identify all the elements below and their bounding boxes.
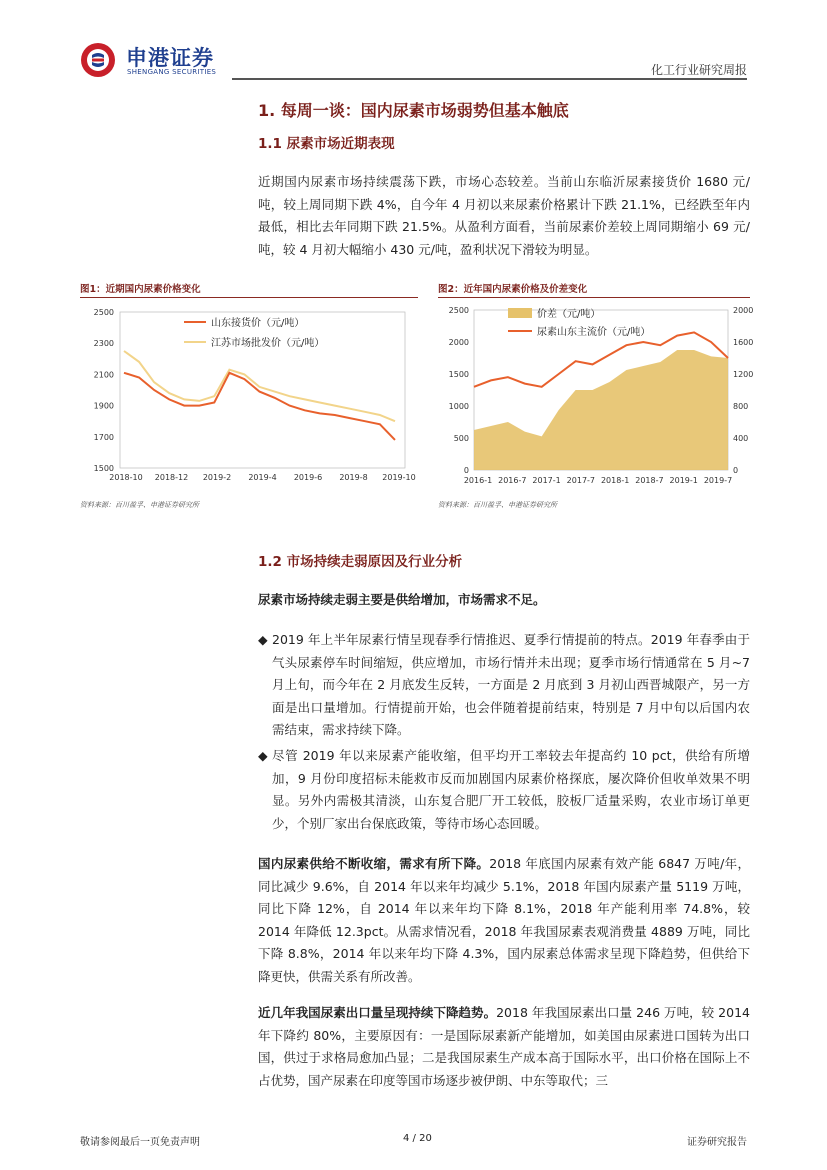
subsection-title-1: 1.1 尿素市场近期表现 xyxy=(258,136,395,152)
fig1-x-tick-label: 2019-4 xyxy=(248,473,277,482)
fig1-series-jiangsu-line xyxy=(124,351,395,421)
fig2-y-left-tick-label: 2000 xyxy=(448,338,469,347)
fig1-y-tick-label: 2100 xyxy=(93,370,114,380)
fig1-x-tick-label: 2019-8 xyxy=(339,473,368,482)
company-logo-name: 申港证券 xyxy=(126,46,214,70)
fig1-x-tick-label: 2019-2 xyxy=(202,473,232,482)
fig1-y-tick-label: 1500 xyxy=(93,464,114,473)
fig1-y-tick-label: 1900 xyxy=(93,401,114,411)
subsection-title-2: 1.2 市场持续走弱原因及行业分析 xyxy=(258,554,463,570)
fig2-y-left-tick-label: 2500 xyxy=(448,306,469,315)
bullet-item-1 xyxy=(258,629,750,742)
fig1-y-tick-label: 2500 xyxy=(93,308,114,317)
fig2-series-spread-area xyxy=(474,350,728,470)
disclaimer-note: 敬请参阅最后一页免责声明 xyxy=(80,1137,200,1148)
fig2-y-right-tick-label: 0 xyxy=(733,466,739,475)
bullet-item-2 xyxy=(258,745,750,835)
bullet-text-1: 2019 年上半年尿素行情呈现春季行情推迟、夏季行情提前的特点。2019 年春季由于气头尿素停车时间缩短，供应增加，市场行情并未出现；夏季市场行情通常在 5 月~7 月上旬，而今年在 2 月底发生反转，一方面是 2 月底到 3 月初山西晋城限产，另一方面是出口量增加。行情提前开始，也会伴随着提前结束，特别是 7 月中旬以后国内农需结束，需求持续下降。 xyxy=(272,632,750,737)
fig2-y-left-tick-label: 1500 xyxy=(448,370,469,379)
fig1-x-tick-label: 2018-10 xyxy=(109,473,143,482)
figure1-source: 资料来源：百川盈孚、申港证券研究所 xyxy=(80,501,199,509)
export-lead: 近几年我国尿素出口量呈现持续下降趋势。 xyxy=(258,1005,497,1020)
fig1-y-tick-label: 1700 xyxy=(93,432,114,442)
supply-demand-lead: 国内尿素供给不断收缩，需求有所下降。 xyxy=(258,856,490,871)
figure1-rule xyxy=(80,297,418,298)
fig2-y-left-tick-label: 0 xyxy=(463,466,469,475)
fig2-y-right-tick-label: 1600 xyxy=(733,338,754,347)
fig2-x-tick-label: 2016-7 xyxy=(498,476,527,485)
fig2-y-right-tick-label: 800 xyxy=(733,402,749,411)
fig2-y-left-tick-label: 1000 xyxy=(448,402,469,411)
figure1-title: 图1：近期国内尿素价格变化 xyxy=(80,284,201,295)
market-performance-paragraph: 近期国内尿素市场持续震荡下跌，市场心态较差。当前山东临沂尿素接货价 1680 元/吨，较上周同期下跌 4%，自今年 4 月初以来尿素价格累计下跌 21.1%，已经跌至年内最低，相比去年同期下跌 21.5%。从盈利方面看，当前尿素价差较上周同期缩小 69 元/吨，较 4 月初大幅缩小 430 元/吨，盈利状况下滑较为明显。 xyxy=(258,174,750,257)
figure2-chart xyxy=(438,300,754,492)
section-title: 1. 每周一谈：国内尿素市场弱势但基本触底 xyxy=(258,101,569,120)
fig1-x-tick-label: 2018-12 xyxy=(154,473,189,482)
fig2-x-tick-label: 2018-1 xyxy=(600,476,630,485)
header-divider xyxy=(232,78,747,80)
fig2-y-right-tick-label: 1200 xyxy=(733,370,754,379)
company-logo-english: SHENGANG SECURITIES xyxy=(127,68,217,76)
fig1-legend-label-2: 江苏市场批发价（元/吨） xyxy=(211,338,325,349)
fig2-x-tick-label: 2017-7 xyxy=(566,476,596,485)
fig1-legend-label-1: 山东接货价（元/吨） xyxy=(211,318,305,329)
fig2-x-tick-label: 2016-1 xyxy=(463,476,493,485)
fig2-legend-label-2: 尿素山东主流价（元/吨） xyxy=(537,327,651,338)
supply-demand-body: 2018 年底国内尿素有效产能 6847 万吨/年，同比减少 9.6%，自 2014 年以来年均减少 5.1%，2018 年国内尿素产量 5119 万吨，同比下降 12%，自 2014 年以来年均下降 8.1%，2018 年产能利用率 74.8%，较 2014 年降低 12.3pct。从需求情况看，2018 年我国尿素表观消费量 4889 万吨，同比下降 8.8%，2014 年以来年均下降 4.3%，国内尿素总体需求呈现下降趋势，但供给下降更快，供需关系有所改善。 xyxy=(258,856,750,984)
fig2-x-tick-label: 2019-7 xyxy=(703,476,733,485)
export-body: 2018 年我国尿素出口量 246 万吨，较 2014 年下降约 80%，主要原因有：一是国际尿素新产能增加，如美国由尿素进口国转为出口国，供过于求格局愈加凸显；二是我国尿素生产成本高于国际水平，出口价格在国际上不占优势，国产尿素在印度等国市场逐步被伊朗、中东等取代；三 xyxy=(258,1005,750,1088)
bullet-diamond-icon: ◆ xyxy=(258,748,268,763)
supply-demand-paragraph xyxy=(258,853,750,988)
company-logo-icon xyxy=(80,42,116,78)
figure2-rule xyxy=(438,297,750,298)
page-number: 4 / 20 xyxy=(403,1133,432,1144)
fig2-y-right-tick-label: 400 xyxy=(733,434,749,443)
fig2-x-tick-label: 2019-1 xyxy=(669,476,698,485)
report-category: 证券研究报告 xyxy=(687,1137,747,1148)
fig2-x-tick-label: 2018-7 xyxy=(635,476,664,485)
lead-statement: 尿素市场持续走弱主要是供给增加，市场需求不足。 xyxy=(258,592,546,607)
export-paragraph xyxy=(258,1002,750,1092)
figure1-chart xyxy=(80,300,420,492)
report-type: 化工行业研究周报 xyxy=(650,63,747,77)
figure2-source: 资料来源：百川盈孚、申港证券研究所 xyxy=(438,501,557,509)
fig2-x-tick-label: 2017-1 xyxy=(532,476,561,485)
fig2-legend-marker-1 xyxy=(508,308,532,318)
fig1-series-shandong-line xyxy=(124,373,395,440)
fig1-x-tick-label: 2019-10 xyxy=(382,473,416,482)
fig2-y-left-tick-label: 500 xyxy=(453,434,469,443)
fig1-x-tick-label: 2019-6 xyxy=(293,473,323,482)
fig1-y-tick-label: 2300 xyxy=(93,339,114,349)
fig2-legend-label-1: 价差（元/吨） xyxy=(537,309,601,320)
figure2-title: 图2：近年国内尿素价格及价差变化 xyxy=(438,284,588,295)
fig2-y-right-tick-label: 2000 xyxy=(733,306,754,315)
bullet-text-2: 尽管 2019 年以来尿素产能收缩，但平均开工率较去年提高约 10 pct，供给有所增加，9 月份印度招标未能救市反而加剧国内尿素价格探底，屡次降价但收单效果不明显。另外内需极其清淡，山东复合肥厂开工较低，胶板厂适量采购，农业市场订单更少，个别厂家出台保底政策，等待市场心态回暖。 xyxy=(272,748,750,831)
fig1-plot-frame xyxy=(120,312,405,468)
bullet-diamond-icon: ◆ xyxy=(258,632,268,647)
